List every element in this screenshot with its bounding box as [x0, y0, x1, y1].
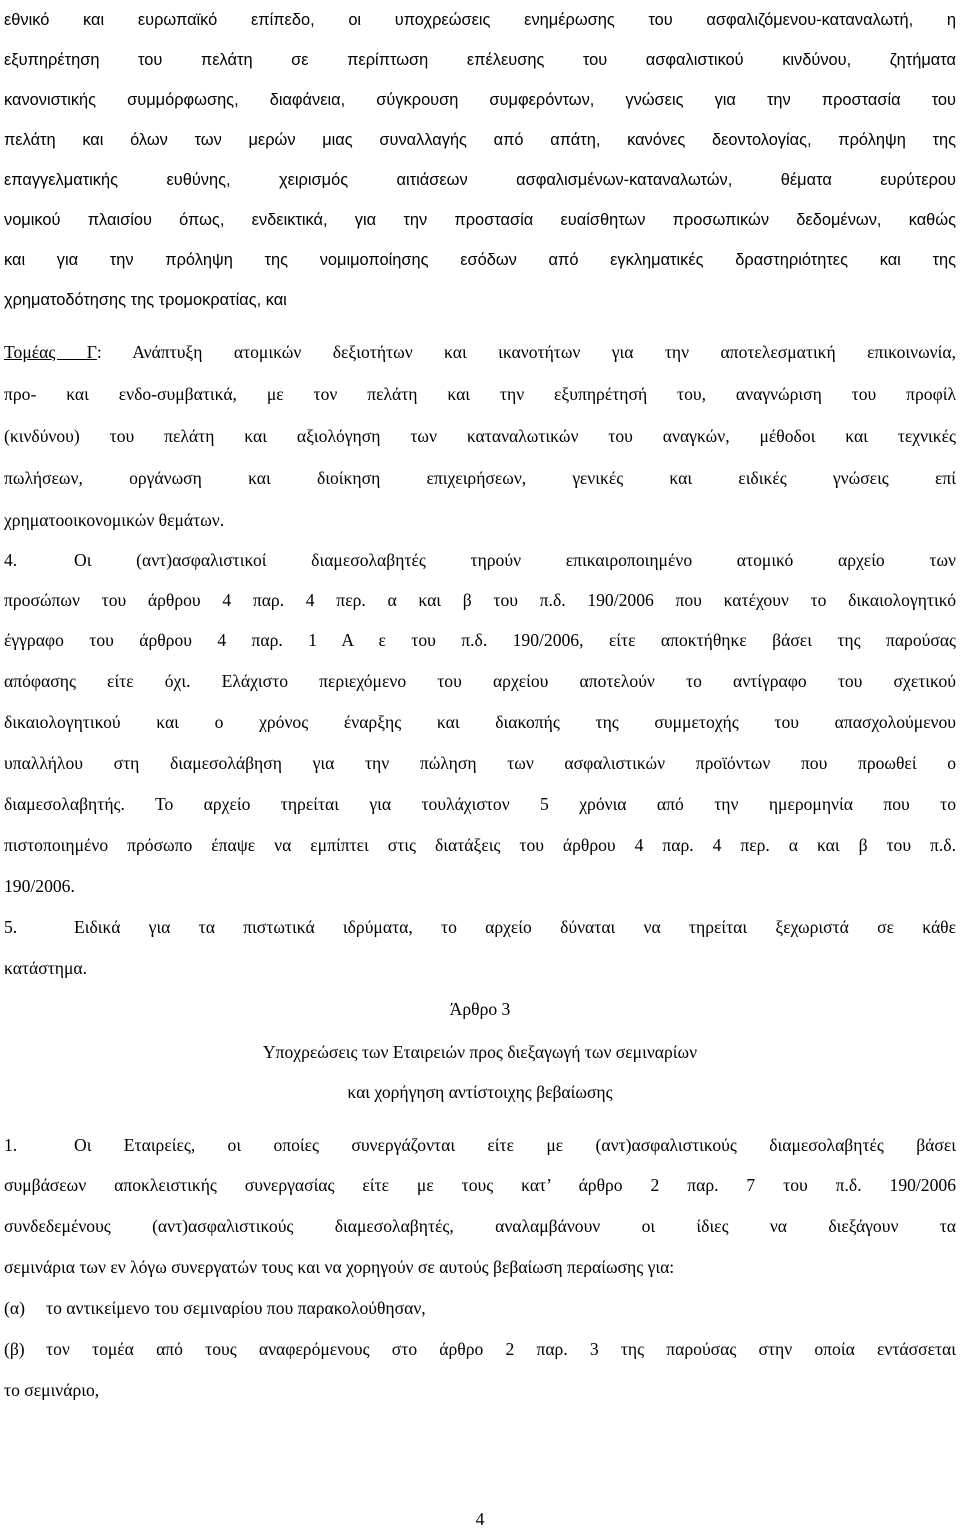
list-item-a-marker: (α) — [4, 1298, 25, 1318]
paragraph-line-4: πελάτη και όλων των μερών μιας συναλλαγής από απάτη, κανόνες δεοντολογίας, πρόληψη της — [4, 131, 956, 149]
sector-c-first-line-text: : Ανάπτυξη ατομικών δεξιοτήτων και ικανοτήτων για την αποτελεσματική επικοινωνία, — [96, 342, 956, 362]
para-4-first-line-text: Οι (αντ)ασφαλιστικοί διαμεσολαβητές τηρούν επικαιροποιημένο ατομικό αρχείο των — [74, 550, 956, 570]
article-para-1-line-4: σεμινάρια των εν λόγω συνεργατών τους και να χορηγούν σε αυτούς βεβαίωση περαίωσης για: — [4, 1257, 675, 1277]
article-para-1-line-3: συνδεδεμένους (αντ)ασφαλιστικούς διαμεσολαβητές, αναλαμβάνουν οι ίδιες να διεξάγουν τα — [4, 1216, 956, 1236]
para-5-number: 5. — [4, 917, 18, 937]
para-4-first-line — [4, 548, 956, 572]
list-item-b — [4, 1337, 956, 1361]
article-subtitle-line-2: και χορήγηση αντίστοιχης βεβαίωσης — [347, 1082, 613, 1102]
article-para-1-first-line-text: Οι Εταιρείες, οι οποίες συνεργάζονται είτε με (αντ)ασφαλιστικούς διαμεσολαβητές βάσει — [74, 1135, 956, 1155]
para-4-line-8: πιστοποιημένο πρόσωπο έπαψε να εμπίπτει στις διατάξεις του άρθρου 4 παρ. 4 περ. α και β του π.δ. — [4, 835, 956, 855]
para-4-line-3: έγγραφο του άρθρου 4 παρ. 1 Α ε του π.δ. 190/2006, είτε αποκτήθηκε βάσει της παρούσας — [4, 630, 956, 650]
sector-c-line-3: (κινδύνου) του πελάτη και αξιολόγηση των καταναλωτικών του αναγκών, μέθοδοι και τεχνικές — [4, 426, 956, 446]
sector-c-line-5: χρηματοοικονομικών θεμάτων. — [4, 510, 225, 530]
list-item-b-continuation: το σεμινάριο, — [4, 1380, 100, 1400]
list-item-a — [4, 1296, 956, 1320]
para-4-line-4: απόφασης είτε όχι. Ελάχιστο περιεχόμενο του αρχείου αποτελούν το αντίγραφο του σχετικού — [4, 671, 956, 691]
para-4-number: 4. — [4, 550, 18, 570]
paragraph-line-3: κανονιστικής συμμόρφωσης, διαφάνεια, σύγκρουση συμφερόντων, γνώσεις για την προστασία του — [4, 91, 956, 109]
sector-c-label: Τομέας Γ — [4, 342, 97, 362]
para-5-first-line-text: Ειδικά για τα πιστωτικά ιδρύματα, το αρχείο δύναται να τηρείται ξεχωριστά σε κάθε — [74, 917, 956, 937]
sector-c-line-4: πωλήσεων, οργάνωση και διοίκηση επιχειρήσεων, γενικές και ειδικές γνώσεις επί — [4, 468, 956, 488]
paragraph-line-1: εθνικό και ευρωπαϊκό επίπεδο, οι υποχρεώσεις ενημέρωσης του ασφαλιζόμενου-καταναλωτή, η — [4, 11, 956, 29]
paragraph-line-8: χρηματοδότησης της τρομοκρατίας, και — [4, 291, 287, 309]
sector-c-line-2: προ- και ενδο-συμβατικά, με τον πελάτη και την εξυπηρέτησή του, αναγνώριση του προφίλ — [4, 384, 956, 404]
paragraph-line-2: εξυπηρέτηση του πελάτη σε περίπτωση επέλευσης του ασφαλιστικού κινδύνου, ζητήματα — [4, 51, 956, 69]
para-4-line-9: 190/2006. — [4, 876, 75, 896]
para-4-line-2: προσώπων του άρθρου 4 παρ. 4 περ. α και β του π.δ. 190/2006 που κατέχουν το δικαιολογητικό — [4, 590, 956, 610]
paragraph-line-6: νομικού πλαισίου όπως, ενδεικτικά, για την προστασία ευαίσθητων προσωπικών δεδομένων, καθώς — [4, 211, 956, 229]
article-para-1-first-line — [4, 1133, 956, 1157]
page-number: 4 — [475, 1509, 485, 1529]
article-para-1-line-2: συμβάσεων αποκλειστικής συνεργασίας είτε με τους κατ’ άρθρο 2 παρ. 7 του π.δ. 190/2006 — [4, 1175, 956, 1195]
para-4-line-6: υπαλλήλου στη διαμεσολάβηση για την πώληση των ασφαλιστικών προϊόντων που προωθεί ο — [4, 753, 956, 773]
para-5-first-line — [4, 915, 956, 939]
list-item-b-marker: (β) — [4, 1339, 25, 1359]
paragraph-line-5: επαγγελματικής ευθύνης, χειρισμός αιτιάσεων ασφαλισμένων-καταναλωτών, θέματα ευρύτερου — [4, 171, 956, 189]
para-4-line-5: δικαιολογητικού και ο χρόνος έναρξης και διακοπής της συμμετοχής του απασχολούμενου — [4, 712, 956, 732]
paragraph-line-7: και για την πρόληψη της νομιμοποίησης εσόδων από εγκληματικές δραστηριότητες και της — [4, 251, 956, 269]
article-para-1-number: 1. — [4, 1135, 18, 1155]
list-item-a-text: το αντικείμενο του σεμιναρίου που παρακολούθησαν, — [46, 1298, 426, 1318]
sector-c-first-line — [4, 340, 956, 364]
para-4-line-7: διαμεσολαβητής. Το αρχείο τηρείται για τουλάχιστον 5 χρόνια από την ημερομηνία που το — [4, 794, 956, 814]
article-subtitle-line-1: Υποχρεώσεις των Εταιρειών προς διεξαγωγή των σεμιναρίων — [262, 1042, 698, 1062]
list-item-b-text: τον τομέα από τους αναφερόμενους στο άρθρο 2 παρ. 3 της παρούσας στην οποία εντάσσεται — [46, 1339, 956, 1359]
para-5-line-2: κατάστημα. — [4, 958, 88, 978]
article-title: Άρθρο 3 — [449, 999, 511, 1019]
